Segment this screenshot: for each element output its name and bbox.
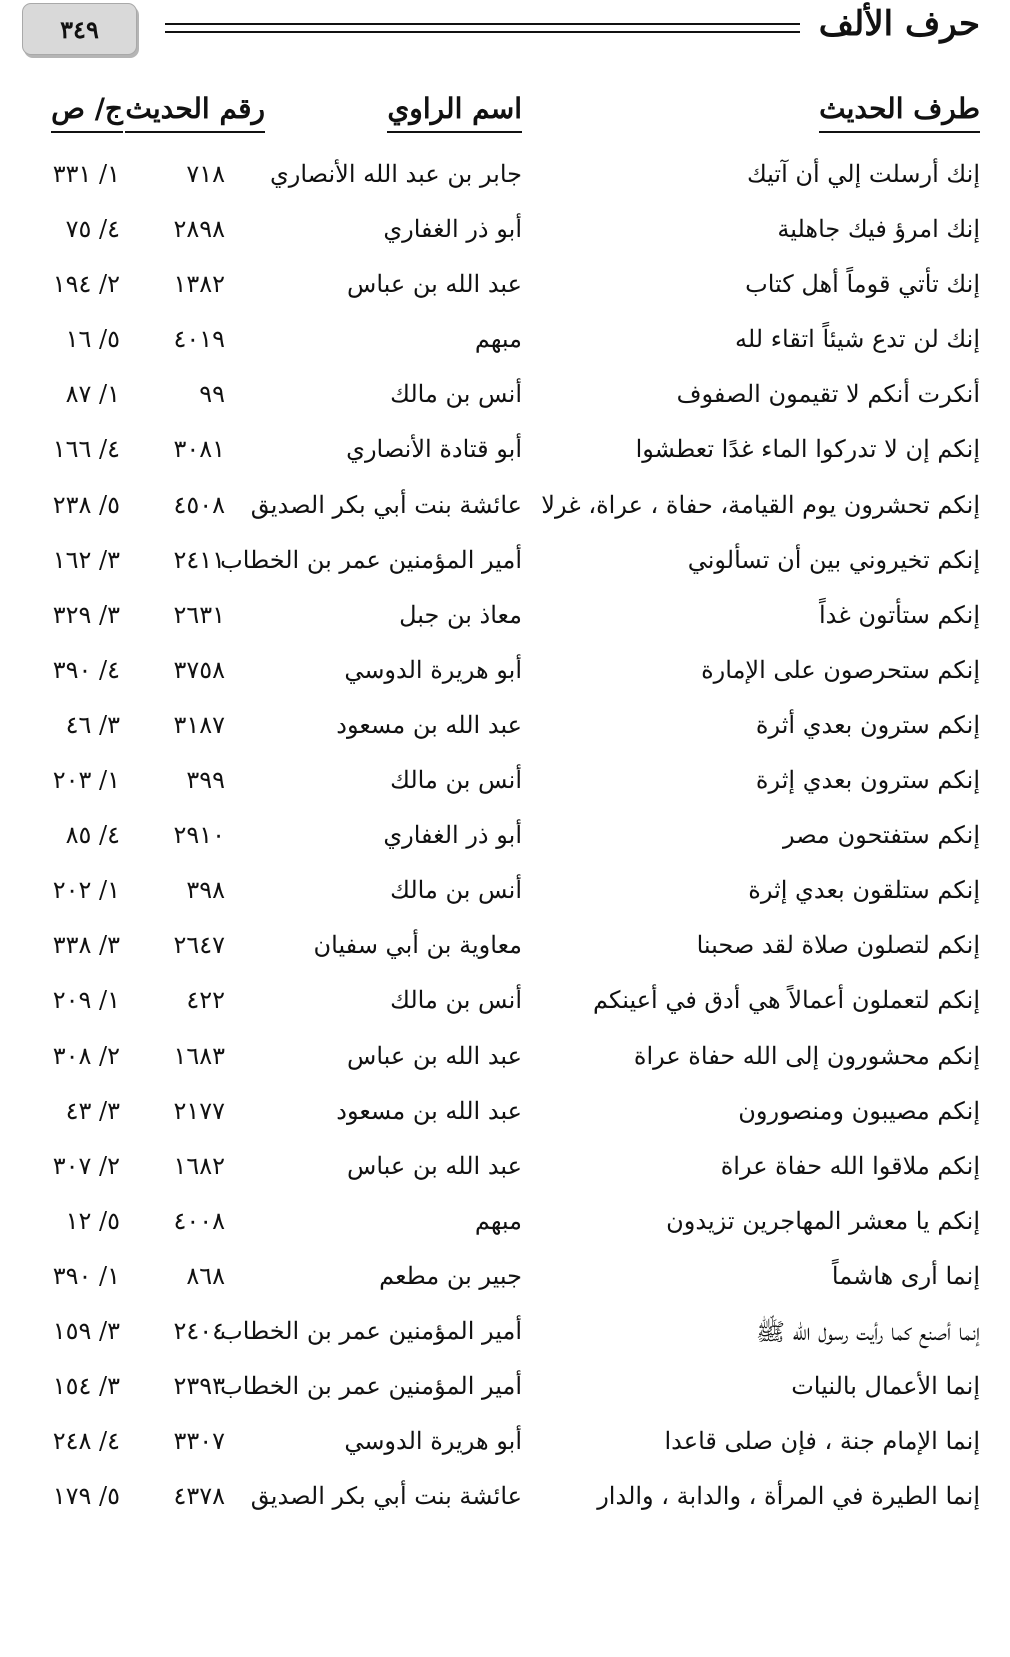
hadith-text: إنك تأتي قوماً أهل كتاب <box>745 270 980 299</box>
volume-page-ref: ٣/ ٣٣٨ <box>52 931 120 960</box>
volume-page-ref: ٣/ ٣٢٩ <box>52 600 120 629</box>
table-row <box>0 1421 1010 1476</box>
hadith-number: ٤٥٠٨ <box>173 490 225 519</box>
narrator-name: أبو هريرة الدوسي <box>344 1427 522 1456</box>
header-rule-bottom <box>165 31 800 33</box>
hadith-text: إنكم ستأتون غداً <box>818 600 980 629</box>
hadith-text: إنكم سترون بعدي أثرة <box>755 710 980 739</box>
narrator-name: أبو ذر الغفاري <box>383 215 522 244</box>
hadith-number: ٤٠٠٨ <box>173 1206 225 1235</box>
volume-page-ref: ٣/ ١٥٤ <box>52 1372 120 1401</box>
volume-page-ref: ٢/ ٣٠٧ <box>52 1151 120 1180</box>
volume-page-ref: ٥/ ١٧٩ <box>52 1482 120 1511</box>
narrator-name: أبو هريرة الدوسي <box>344 655 522 684</box>
table-row <box>0 1036 1010 1091</box>
volume-page-ref: ٤/ ٢٤٨ <box>52 1427 120 1456</box>
narrator-name: أنس بن مالك <box>390 766 522 795</box>
narrator-name: معاذ بن جبل <box>399 600 522 629</box>
narrator-name: جبير بن مطعم <box>379 1261 522 1290</box>
narrator-name: جابر بن عبد الله الأنصاري <box>269 160 522 188</box>
table-row <box>0 209 1010 264</box>
volume-page-ref: ١/ ٣٣١ <box>52 160 120 188</box>
hadith-number: ٢٩١٠ <box>173 821 225 850</box>
column-header-volume-page: ج/ ص <box>51 92 123 133</box>
table-row <box>0 1366 1010 1421</box>
hadith-text: إنكم ستفتحون مصر <box>783 821 980 850</box>
hadith-number: ١٦٨٣ <box>173 1041 225 1070</box>
volume-page-ref: ١/ ٢٠٩ <box>52 986 120 1015</box>
table-row <box>0 705 1010 760</box>
volume-page-ref: ١/ ٢٠٣ <box>52 766 120 795</box>
table-row <box>0 760 1010 815</box>
hadith-number: ٣٩٨ <box>186 876 225 905</box>
column-header-number: رقم الحديث <box>125 92 265 133</box>
narrator-name: عبد الله بن عباس <box>347 1151 522 1180</box>
table-row <box>0 870 1010 925</box>
volume-page-ref: ٣/ ٤٦ <box>65 710 120 739</box>
table-row <box>0 1146 1010 1201</box>
narrator-name: عائشة بنت أبي بكر الصديق <box>250 490 522 519</box>
chapter-title: حرف الألف <box>818 4 980 44</box>
table-row <box>0 1256 1010 1311</box>
hadith-text: إنما أصنع كما رأيت رسول الله ﷺ <box>755 1317 980 1346</box>
hadith-number: ٧١٨ <box>186 160 225 188</box>
volume-page-ref: ١/ ٢٠٢ <box>52 876 120 905</box>
table-row <box>0 485 1010 540</box>
volume-page-ref: ٥/ ٢٣٨ <box>52 490 120 519</box>
hadith-number: ٤٠١٩ <box>173 325 225 354</box>
hadith-text: إنكم محشورون إلى الله حفاة عراة <box>633 1041 980 1070</box>
narrator-name: أمير المؤمنين عمر بن الخطاب <box>220 1372 522 1401</box>
narrator-name: أنس بن مالك <box>390 380 522 409</box>
hadith-text: إنما الأعمال بالنيات <box>791 1372 980 1401</box>
hadith-number: ٣٧٥٨ <box>173 655 225 684</box>
hadith-number: ٢٨٩٨ <box>173 215 225 244</box>
narrator-name: أبو قتادة الأنصاري <box>346 435 522 464</box>
hadith-text: إنكم إن لا تدركوا الماء غدًا تعطشوا <box>635 435 980 464</box>
table-row <box>0 154 1010 209</box>
hadith-text: إنكم ملاقوا الله حفاة عراة <box>720 1151 980 1180</box>
table-row <box>0 925 1010 980</box>
volume-page-ref: ٣/ ١٥٩ <box>52 1316 120 1345</box>
narrator-name: عبد الله بن مسعود <box>336 710 522 739</box>
hadith-number: ٤٢٢ <box>186 986 225 1015</box>
index-table <box>0 154 1010 1531</box>
table-row <box>0 319 1010 374</box>
hadith-text: إنما الإمام جنة ، فإن صلى قاعدا <box>664 1427 980 1456</box>
narrator-name: أبو ذر الغفاري <box>383 821 522 850</box>
volume-page-ref: ٢/ ٣٠٨ <box>52 1041 120 1070</box>
hadith-number: ١٦٨٢ <box>173 1151 225 1180</box>
hadith-number: ٣٣٠٧ <box>173 1427 225 1456</box>
hadith-number: ٣٠٨١ <box>173 435 225 464</box>
volume-page-ref: ٣/ ١٦٢ <box>52 545 120 574</box>
hadith-number: ٢٤٠٤ <box>173 1316 225 1345</box>
hadith-number: ٢١٧٧ <box>173 1096 225 1125</box>
narrator-name: مبهم <box>474 325 522 354</box>
hadith-number: ٢٣٩٣ <box>173 1372 225 1401</box>
hadith-text: إنما أرى هاشماً <box>831 1261 980 1290</box>
hadith-text: إنكم مصيبون ومنصورون <box>738 1096 980 1125</box>
narrator-name: مبهم <box>474 1206 522 1235</box>
volume-page-ref: ٤/ ٧٥ <box>65 215 120 244</box>
table-row <box>0 264 1010 319</box>
table-row <box>0 1201 1010 1256</box>
narrator-name: عبد الله بن عباس <box>347 1041 522 1070</box>
volume-page-ref: ٢/ ١٩٤ <box>52 270 120 299</box>
volume-page-ref: ٣/ ٤٣ <box>65 1096 120 1125</box>
hadith-text: إنكم تحشرون يوم القيامة، حفاة ، عراة، غرلا <box>541 490 980 519</box>
narrator-name: عائشة بنت أبي بكر الصديق <box>250 1482 522 1511</box>
table-row <box>0 1476 1010 1531</box>
header-rule-top <box>165 23 800 25</box>
hadith-text: إنكم لتصلون صلاة لقد صحبنا <box>696 931 980 960</box>
narrator-name: أمير المؤمنين عمر بن الخطاب <box>220 545 522 574</box>
table-row <box>0 815 1010 870</box>
hadith-number: ٨٦٨ <box>186 1261 225 1290</box>
table-row <box>0 1091 1010 1146</box>
hadith-text: إنك أرسلت إلي أن آتيك <box>746 160 980 188</box>
column-header-hadith: طرف الحديث <box>819 92 980 133</box>
narrator-name: عبد الله بن عباس <box>347 270 522 299</box>
table-row <box>0 374 1010 429</box>
table-row <box>0 595 1010 650</box>
narrator-name: أنس بن مالك <box>390 876 522 905</box>
hadith-text: أنكرت أنكم لا تقيمون الصفوف <box>676 380 980 409</box>
table-row <box>0 980 1010 1035</box>
hadith-text: إنكم ستلقون بعدي إثرة <box>748 876 980 905</box>
hadith-text: إنكم سترون بعدي إثرة <box>755 766 980 795</box>
volume-page-ref: ٤/ ١٦٦ <box>52 435 120 464</box>
table-row <box>0 540 1010 595</box>
narrator-name: عبد الله بن مسعود <box>336 1096 522 1125</box>
hadith-number: ٢٦٤٧ <box>173 931 225 960</box>
table-row <box>0 1311 1010 1366</box>
volume-page-ref: ٥/ ١٢ <box>65 1206 120 1235</box>
hadith-text: إنك امرؤ فيك جاهلية <box>777 215 980 244</box>
hadith-number: ٤٣٧٨ <box>173 1482 225 1511</box>
hadith-text: إنكم يا معشر المهاجرين تزيدون <box>666 1206 980 1235</box>
narrator-name: أمير المؤمنين عمر بن الخطاب <box>220 1316 522 1345</box>
narrator-name: أنس بن مالك <box>390 986 522 1015</box>
hadith-text: إنكم لتعملون أعمالاً هي أدق في أعينكم <box>593 986 980 1015</box>
hadith-number: ٣٩٩ <box>186 766 225 795</box>
table-row <box>0 429 1010 484</box>
hadith-text: إنكم تخيروني بين أن تسألوني <box>687 545 980 574</box>
page-number-badge: ٣٤٩ <box>22 3 137 55</box>
volume-page-ref: ٤/ ٣٩٠ <box>52 655 120 684</box>
hadith-number: ٣١٨٧ <box>173 710 225 739</box>
hadith-number: ١٣٨٢ <box>173 270 225 299</box>
narrator-name: معاوية بن أبي سفيان <box>313 931 522 960</box>
volume-page-ref: ١/ ٨٧ <box>65 380 120 409</box>
table-row <box>0 650 1010 705</box>
hadith-text: إنك لن تدع شيئاً اتقاء لله <box>734 325 980 354</box>
hadith-number: ٢٦٣١ <box>173 600 225 629</box>
volume-page-ref: ١/ ٣٩٠ <box>52 1261 120 1290</box>
hadith-number: ٢٤١١ <box>173 545 225 574</box>
hadith-number: ٩٩ <box>199 380 225 409</box>
volume-page-ref: ٤/ ٨٥ <box>65 821 120 850</box>
volume-page-ref: ٥/ ١٦ <box>65 325 120 354</box>
hadith-text: إنكم ستحرصون على الإمارة <box>701 655 980 684</box>
hadith-text: إنما الطيرة في المرأة ، والدابة ، والدار <box>597 1482 980 1511</box>
column-header-narrator: اسم الراوي <box>387 92 522 133</box>
